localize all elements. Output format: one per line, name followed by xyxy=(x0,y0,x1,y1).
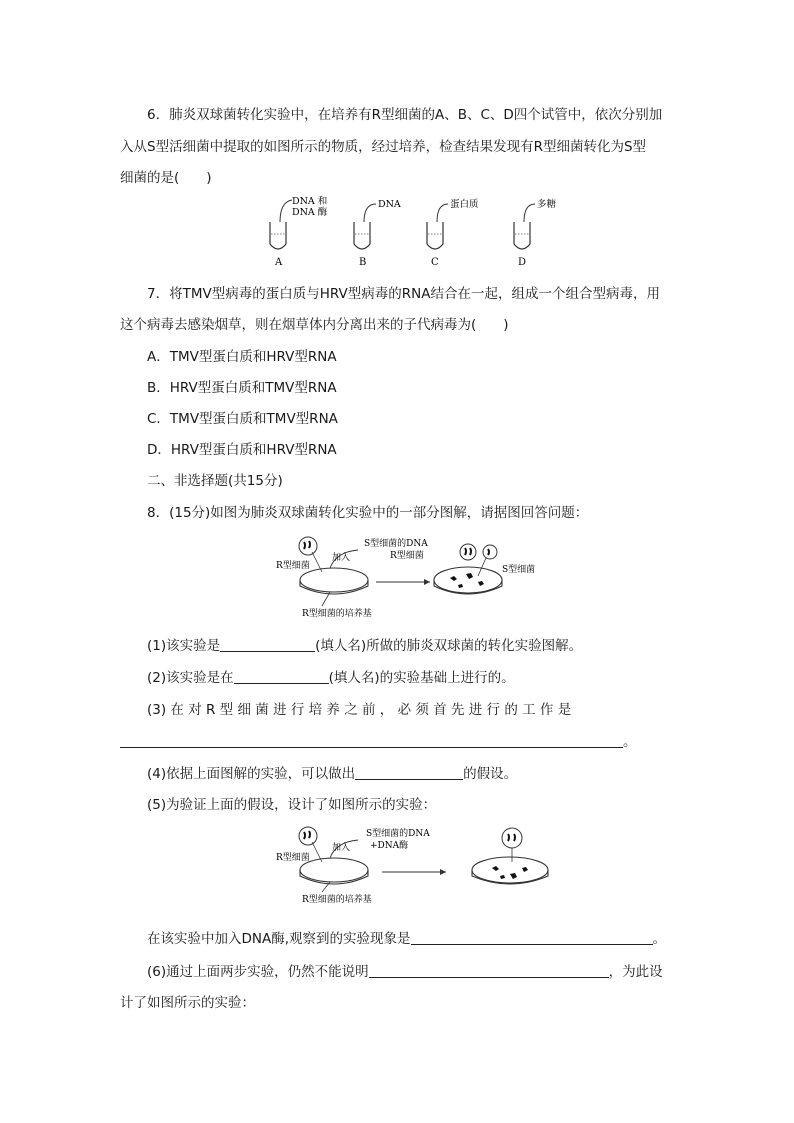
q7-option-d: D．HRV型蛋白质和HRV型RNA xyxy=(147,442,337,458)
q6-line-2: 入从S型活细菌中提取的如图所示的物质，经过培养，检查结果发现有R型细菌转化为S型 xyxy=(120,139,647,155)
q6-line-1: 6．肺炎双球菌转化实验中，在培养有R型细菌的A、B、C、D四个试管中，依次分别加 xyxy=(147,107,663,123)
q8-part-3-end: 。 xyxy=(623,734,637,750)
tube-d xyxy=(514,198,557,268)
q6-tubes-figure xyxy=(262,192,557,270)
q8-part-1 xyxy=(147,634,582,654)
fig1-medium-label: R型细菌的培养基 xyxy=(302,609,372,619)
fig1-add-label: 加入 xyxy=(332,553,351,563)
q8-part-1-b: (填人名)所做的肺炎双球菌的转化实验图解。 xyxy=(315,638,583,654)
section-heading: 二、非选择题(共15分) xyxy=(147,473,283,489)
tube-a-label-1: DNA 和 xyxy=(292,196,328,207)
q8-part-6-a: (6)通过上面两步实验，仍然不能说明 xyxy=(147,964,369,980)
q8-part-6-line-2: 计了如图所示的实验： xyxy=(120,995,255,1011)
q8-part-6-b: ，为此设 xyxy=(608,964,663,980)
q8-part-2-a: (2)该实验是在 xyxy=(147,670,234,686)
fig1-r-bacteria-label-2: R型细菌 xyxy=(390,551,424,561)
fig2-add-label: 加入 xyxy=(332,843,351,853)
answer-blank-6[interactable] xyxy=(369,963,609,978)
tube-b xyxy=(354,199,401,268)
fig2-s-dna-label: S型细菌的DNA xyxy=(366,829,430,839)
fig2-r-bacteria-label: R型细菌 xyxy=(276,853,310,863)
fig1-s-bacteria-label: S型细菌 xyxy=(502,565,536,575)
q6-line-3: 细菌的是( ) xyxy=(120,170,212,186)
q8-part-5: (5)为验证上面的假设，设计了如图所示的实验： xyxy=(147,797,437,813)
q8-part-3-answer-line xyxy=(120,730,637,750)
fig2-dnase-label: +DNA酶 xyxy=(370,841,409,851)
q8-part-3: (3) 在 对 R 型 细 菌 进 行 培 养 之 前 ， 必 须 首 先 进 行 的 工 作 是 xyxy=(147,702,572,718)
q7-option-c: C．TMV型蛋白质和TMV型RNA xyxy=(147,411,338,427)
q8-part-4 xyxy=(147,762,517,782)
tube-b-label: DNA xyxy=(378,199,401,210)
q8-figure-2 xyxy=(272,822,562,908)
q8-part-4-b: 的假设。 xyxy=(463,766,518,782)
q8-part-2-b: (填人名)的实验基础上进行的。 xyxy=(328,670,515,686)
fig2-medium-label: R型细菌的培养基 xyxy=(302,895,372,905)
tube-a xyxy=(270,196,328,268)
q7-line-1: 7．将TMV型病毒的蛋白质与HRV型病毒的RNA结合在一起，组成一个组合型病毒，用 xyxy=(147,286,660,302)
q7-line-2: 这个病毒去感染烟草，则在烟草体内分离出来的子代病毒为( ) xyxy=(120,317,509,333)
answer-blank-5[interactable] xyxy=(411,930,653,945)
tube-a-letter: A xyxy=(275,257,283,268)
q8-part-4-a: (4)依据上面图解的实验，可以做出 xyxy=(147,766,356,782)
q8-part-1-a: (1)该实验是 xyxy=(147,638,221,654)
tube-c xyxy=(427,198,479,268)
tube-d-letter: D xyxy=(518,257,527,268)
q7-option-a: A．TMV型蛋白质和HRV型RNA xyxy=(147,349,337,365)
answer-blank-1[interactable] xyxy=(220,637,315,652)
q8-part-5-obs-a: 在该实验中加入DNA酶,观察到的实验现象是 xyxy=(147,931,411,947)
tube-c-label: 蛋白质 xyxy=(450,199,479,210)
tube-c-letter: C xyxy=(431,257,439,268)
fig1-r-bacteria-label: R型细菌 xyxy=(276,561,310,571)
tube-b-letter: B xyxy=(359,257,367,268)
q8-part-6 xyxy=(147,960,663,980)
q8-part-5-observation xyxy=(147,927,666,947)
answer-blank-2[interactable] xyxy=(234,669,329,684)
q8-part-5-obs-b: 。 xyxy=(652,931,667,947)
q8-figure-1 xyxy=(272,530,562,622)
q8-part-2 xyxy=(147,666,515,686)
q7-option-b: B．HRV型蛋白质和TMV型RNA xyxy=(147,380,337,396)
q8-intro: 8．(15分)如图为肺炎双球菌转化实验中的一部分图解，请据图回答问题： xyxy=(147,505,589,521)
tube-d-label: 多糖 xyxy=(537,199,557,210)
tube-a-label-2: DNA 酶 xyxy=(292,207,328,218)
answer-blank-3[interactable] xyxy=(120,733,623,748)
fig1-s-dna-label: S型细菌的DNA xyxy=(364,539,428,549)
answer-blank-4[interactable] xyxy=(355,765,463,780)
